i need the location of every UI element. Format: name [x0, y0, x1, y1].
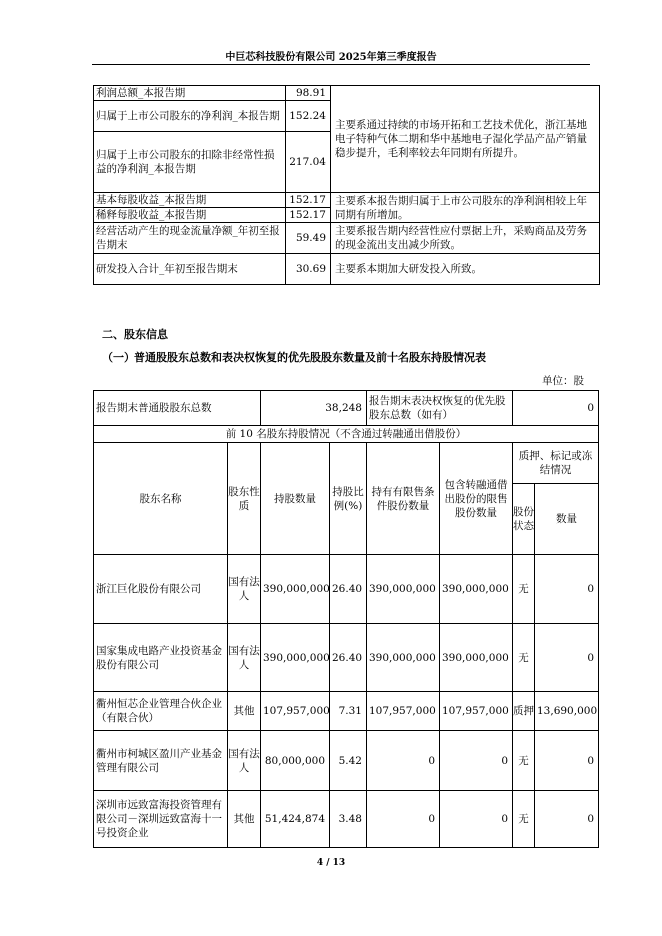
holder-ratio: 3.48 — [330, 791, 367, 848]
table-row — [94, 692, 599, 731]
holder-shares: 390,000,000 — [261, 555, 330, 624]
holder-qty: 13,690,000 — [535, 692, 599, 731]
holder-name: 衢州恒芯企业管理合伙企业（有限合伙） — [94, 692, 228, 731]
metric-value: 152.17 — [286, 208, 331, 223]
holder-nature: 其他 — [228, 692, 261, 731]
header-status: 股份状态 — [513, 484, 535, 555]
table-row — [94, 791, 599, 848]
metric-value: 98.91 — [286, 86, 331, 101]
reason-text-cashflow: 主要系报告期内经营性应付票据上升，采购商品及劳务的现金流出支出减少所致。 — [331, 223, 600, 254]
metric-value: 30.69 — [286, 254, 331, 285]
holder-status: 无 — [513, 555, 535, 624]
holder-qty: 0 — [535, 624, 599, 692]
page-number: 4 / 13 — [316, 858, 346, 868]
total-holders-value: 38,248 — [261, 391, 367, 426]
preferred-holders-value: 0 — [513, 391, 599, 426]
reason-text-profit: 主要系通过持续的市场开拓和工艺技术优化，浙江基地电子特种气体二期和华中基地电子湿化学品产品产销量稳步提升，毛利率较去年同期有所提升。 — [331, 86, 600, 193]
holder-ratio: 26.40 — [330, 624, 367, 692]
holder-shares: 80,000,000 — [261, 731, 330, 791]
header-lent: 包含转融通借出股份的限售股份数量 — [440, 443, 513, 555]
metric-label: 基本每股收益_本报告期 — [94, 193, 286, 208]
preferred-holders-label: 报告期末表决权恢复的优先股股东总数（如有） — [367, 391, 513, 426]
holder-qty: 0 — [535, 555, 599, 624]
holder-restricted: 390,000,000 — [367, 624, 440, 692]
holder-status: 无 — [513, 624, 535, 692]
metric-label: 归属于上市公司股东的扣除非经常性损益的净利润_本报告期 — [94, 132, 286, 193]
holder-lent: 390,000,000 — [440, 624, 513, 692]
reason-text-eps: 主要系本报告期归属于上市公司股东的净利润相较上年同期有所增加。 — [331, 193, 600, 223]
subsection-title — [102, 349, 486, 365]
metric-value: 59.49 — [286, 223, 331, 254]
header-ratio: 持股比例(%) — [330, 443, 367, 555]
holder-lent: 390,000,000 — [440, 555, 513, 624]
table-row — [94, 731, 599, 791]
shareholder-table — [93, 390, 599, 848]
unit-label: 单位：股 — [542, 375, 584, 387]
holder-name: 衢州市柯城区盈川产业基金管理有限公司 — [94, 731, 228, 791]
metric-label: 利润总额_本报告期 — [94, 86, 286, 101]
holder-lent: 0 — [440, 731, 513, 791]
metric-value: 217.04 — [286, 132, 331, 193]
holder-status: 质押 — [513, 692, 535, 731]
holder-nature: 国有法人 — [228, 555, 261, 624]
holder-shares: 51,424,874 — [261, 791, 330, 848]
holder-restricted: 107,957,000 — [367, 692, 440, 731]
header-divider — [92, 64, 590, 65]
report-header: 中巨芯科技股份有限公司 2025年第三季度报告 — [225, 52, 437, 63]
holder-restricted: 0 — [367, 731, 440, 791]
holder-name: 深圳市远致富海投资管理有限公司－深圳远致富海十一号投资企业 — [94, 791, 228, 848]
holder-restricted: 390,000,000 — [367, 555, 440, 624]
header-shares: 持股数量 — [261, 443, 330, 555]
holder-ratio: 7.31 — [330, 692, 367, 731]
holder-nature: 国有法人 — [228, 624, 261, 692]
holder-qty: 0 — [535, 791, 599, 848]
holder-name: 国家集成电路产业投资基金股份有限公司 — [94, 624, 228, 692]
header-name: 股东名称 — [94, 443, 228, 555]
header-nature: 股东性质 — [228, 443, 261, 555]
metric-label: 归属于上市公司股东的净利润_本报告期 — [94, 101, 286, 132]
reason-text-rnd: 主要系本期加大研发投入所致。 — [331, 254, 600, 285]
metric-label: 经营活动产生的现金流量净额_年初至报告期末 — [94, 223, 286, 254]
holder-nature: 其他 — [228, 791, 261, 848]
subsection-text: 普通股股东总数和表决权恢复的优先股股东数量及前十名股东持股情况表 — [134, 351, 486, 364]
holder-lent: 107,957,000 — [440, 692, 513, 731]
holder-name: 浙江巨化股份有限公司 — [94, 555, 228, 624]
metric-value: 152.24 — [286, 101, 331, 132]
holder-restricted: 0 — [367, 791, 440, 848]
holder-nature: 国有法人 — [228, 731, 261, 791]
holder-ratio: 5.42 — [330, 731, 367, 791]
holder-lent: 0 — [440, 791, 513, 848]
metric-label: 研发投入合计_年初至报告期末 — [94, 254, 286, 285]
holder-status: 无 — [513, 731, 535, 791]
metric-label: 稀释每股收益_本报告期 — [94, 208, 286, 223]
holder-shares: 107,957,000 — [261, 692, 330, 731]
metrics-change-table — [93, 85, 600, 285]
holder-shares: 390,000,000 — [261, 624, 330, 692]
holder-qty: 0 — [535, 731, 599, 791]
header-restricted: 持有有限售条件股份数量 — [367, 443, 440, 555]
holder-status: 无 — [513, 791, 535, 848]
holder-ratio: 26.40 — [330, 555, 367, 624]
header-pledge: 质押、标记或冻结情况 — [513, 443, 599, 484]
section-title: 二、股东信息 — [102, 328, 168, 341]
total-holders-label: 报告期末普通股股东总数 — [94, 391, 261, 426]
top10-caption: 前 10 名股东持股情况（不含通过转融通出借股份） — [94, 426, 599, 443]
header-qty: 数量 — [535, 484, 599, 555]
table-row — [94, 624, 599, 692]
metric-value: 152.17 — [286, 193, 331, 208]
table-row — [94, 555, 599, 624]
subsection-number: （一） — [102, 351, 135, 364]
